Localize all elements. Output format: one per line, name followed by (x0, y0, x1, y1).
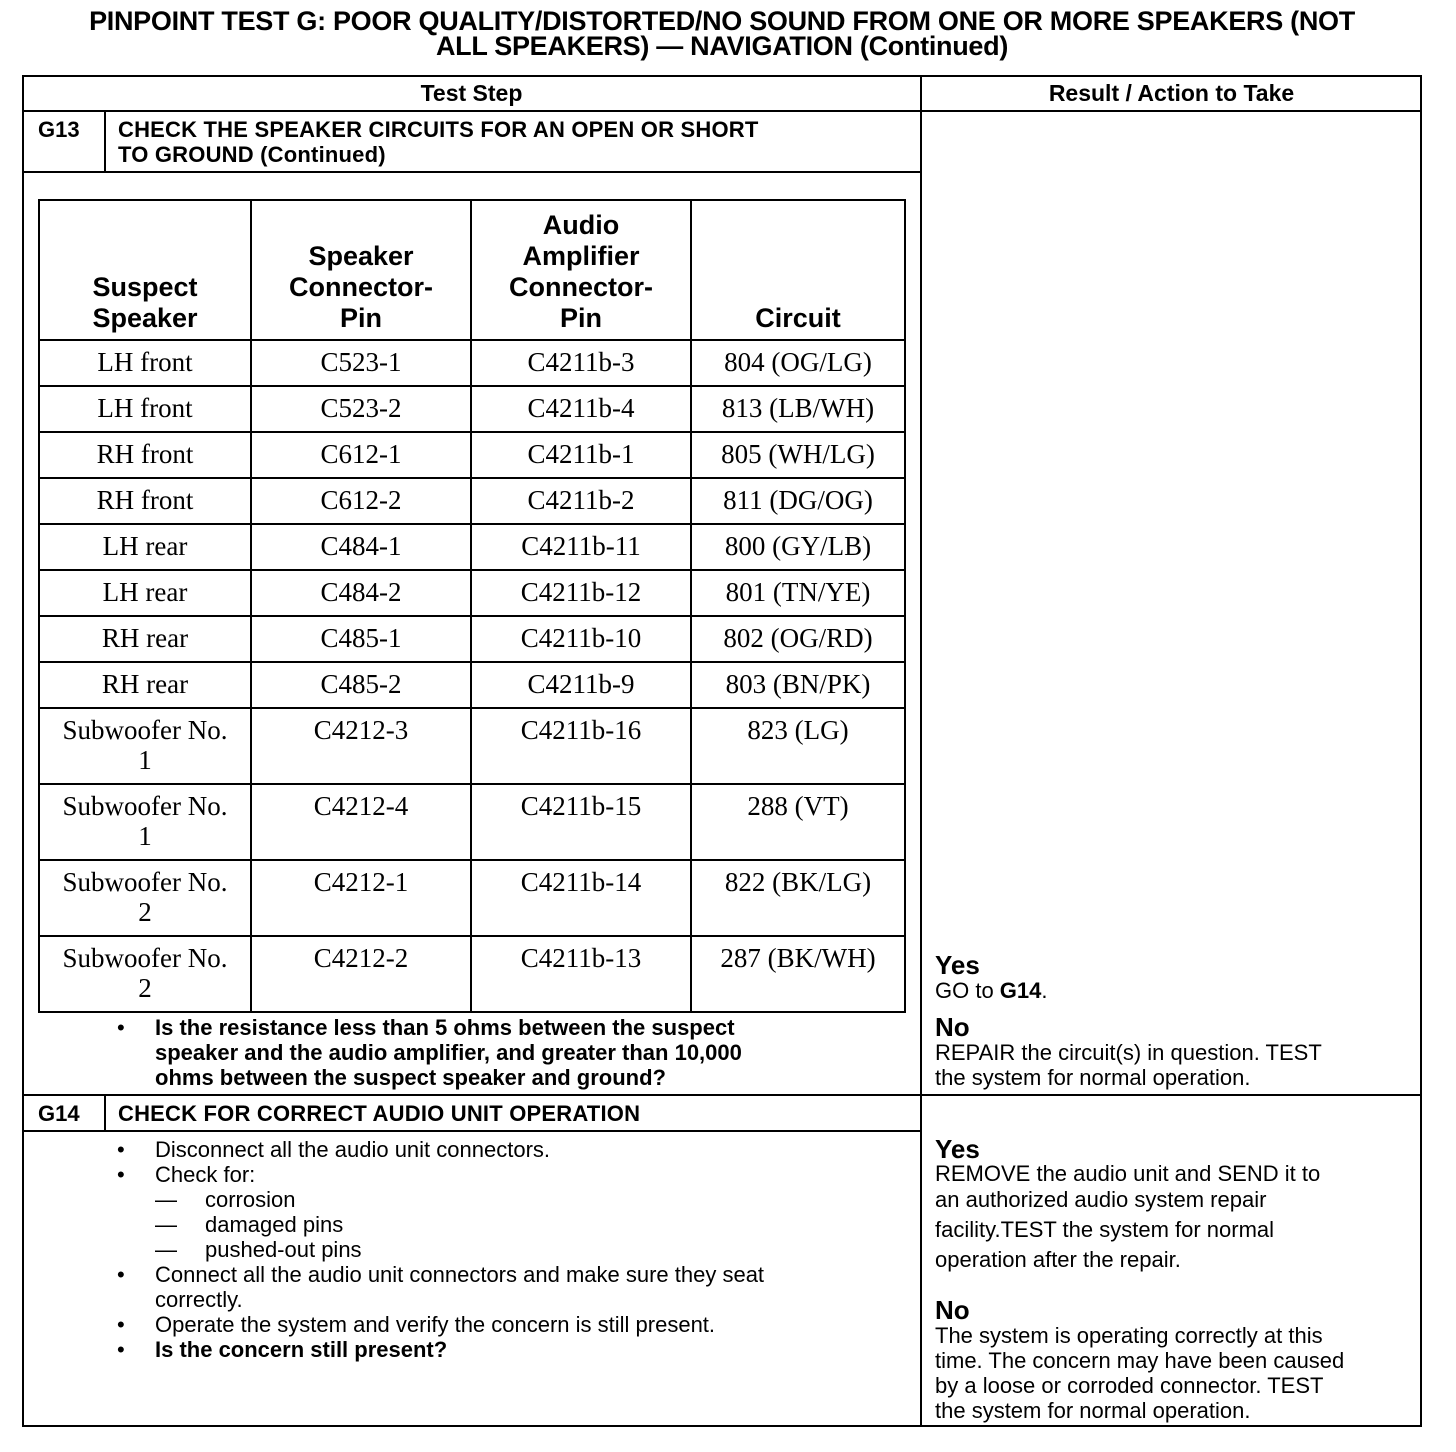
cell-amplifier-pin: C4211b-12 (471, 570, 691, 616)
table-row (39, 340, 905, 386)
cell-circuit: 823 (LG) (691, 708, 905, 784)
g14-title-rule (22, 1130, 921, 1132)
column-header-result: Result / Action to Take (1048, 80, 1295, 106)
header-speaker-connector-pin: Speaker Connector- Pin (251, 200, 471, 340)
bullet-icon: • (117, 1015, 125, 1040)
table-row (39, 432, 905, 478)
cell-speaker-pin: C484-2 (251, 570, 471, 616)
cell-amplifier-pin: C4211b-3 (471, 340, 691, 386)
g14-step-disconnect: Disconnect all the audio unit connectors. (155, 1137, 551, 1162)
cell-speaker-pin: C4212-4 (251, 784, 471, 860)
cell-circuit: 811 (DG/OG) (691, 478, 905, 524)
cell-speaker-pin: C4212-1 (251, 860, 471, 936)
cell-speaker-pin: C484-1 (251, 524, 471, 570)
cell-amplifier-pin: C4211b-16 (471, 708, 691, 784)
header-circuit: Circuit (691, 200, 905, 340)
cell-amplifier-pin: C4211b-9 (471, 662, 691, 708)
g13-question: Is the resistance less than 5 ohms between the suspect speaker and the audio amplifier, and greater than 10,000 ohms between the suspect speaker and ground? (155, 1015, 742, 1090)
g13-no-label: No (935, 1012, 970, 1042)
header-rule (22, 110, 1422, 112)
g14-step-connect: Connect all the audio unit connectors and make sure they seat correctly. (155, 1262, 765, 1312)
g13-yes-action: GO to G14. (935, 978, 1048, 1003)
table-row (39, 478, 905, 524)
cell-speaker: RH rear (39, 616, 251, 662)
header-suspect-speaker: Suspect Speaker (39, 200, 251, 340)
g13-title-rule (22, 171, 921, 173)
g14-step-operate: Operate the system and verify the concern is still present. (155, 1312, 716, 1337)
cell-speaker-pin: C523-1 (251, 340, 471, 386)
g14-check-damaged-pins: damaged pins (205, 1212, 344, 1237)
cell-amplifier-pin: C4211b-15 (471, 784, 691, 860)
g14-yes-label: Yes (935, 1134, 980, 1164)
g14-id-divider (104, 1095, 106, 1131)
cell-circuit: 800 (GY/LB) (691, 524, 905, 570)
cell-speaker-pin: C4212-3 (251, 708, 471, 784)
cell-speaker-pin: C612-1 (251, 432, 471, 478)
page-title-line-2: ALL SPEAKERS) — NAVIGATION (Continued) (435, 31, 1009, 61)
g13-yes-label: Yes (935, 950, 980, 980)
g14-check-pushed-out-pins: pushed-out pins (205, 1237, 362, 1262)
header-amplifier-connector-pin: Audio Amplifier Connector- Pin (471, 200, 691, 340)
cell-circuit: 801 (TN/YE) (691, 570, 905, 616)
cell-amplifier-pin: C4211b-10 (471, 616, 691, 662)
g14-no-label: No (935, 1295, 970, 1325)
cell-speaker: Subwoofer No. 1 (39, 708, 251, 784)
cell-amplifier-pin: C4211b-1 (471, 432, 691, 478)
g14-yes-action: REMOVE the audio unit and SEND it to an authorized audio system repair facility.TEST the system for normal operation after the repair. (935, 1161, 1321, 1272)
step-id-g14: G14 (38, 1101, 80, 1126)
g13-g14-divider (22, 1094, 1422, 1096)
step-title-g14: CHECK FOR CORRECT AUDIO UNIT OPERATION (118, 1101, 641, 1126)
dash-icon: — (155, 1212, 177, 1237)
step-title-g13-line-1: CHECK THE SPEAKER CIRCUITS FOR AN OPEN OR SHORT (118, 117, 759, 142)
cell-speaker: RH rear (39, 662, 251, 708)
table-header-row (39, 200, 905, 340)
cell-speaker-pin: C485-1 (251, 616, 471, 662)
bullet-icon: • (117, 1337, 125, 1362)
g14-reference: G14 (999, 978, 1042, 1003)
cell-circuit: 802 (OG/RD) (691, 616, 905, 662)
page-title-line-1: PINPOINT TEST G: POOR QUALITY/DISTORTED/NO SOUND FROM ONE OR MORE SPEAKERS (NOT (89, 6, 1355, 36)
cell-circuit: 803 (BN/PK) (691, 662, 905, 708)
cell-circuit: 288 (VT) (691, 784, 905, 860)
column-header-test-step: Test Step (420, 80, 523, 106)
cell-amplifier-pin: C4211b-11 (471, 524, 691, 570)
cell-amplifier-pin: C4211b-14 (471, 860, 691, 936)
cell-speaker: LH rear (39, 524, 251, 570)
cell-speaker: RH front (39, 432, 251, 478)
step-title-g13-line-2: TO GROUND (Continued) (118, 142, 386, 167)
cell-circuit: 287 (BK/WH) (691, 936, 905, 1012)
g13-id-divider (104, 111, 106, 172)
bullet-icon: • (117, 1312, 125, 1337)
cell-speaker: Subwoofer No. 2 (39, 860, 251, 936)
g13-no-action: REPAIR the circuit(s) in question. TEST the system for normal operation. (935, 1040, 1322, 1090)
g14-no-action: The system is operating correctly at this time. The concern may have been caused by a loose or corroded connector. TEST the system for normal operation. (935, 1323, 1345, 1423)
cell-amplifier-pin: C4211b-2 (471, 478, 691, 524)
dash-icon: — (155, 1187, 177, 1212)
g14-question: Is the concern still present? (155, 1337, 448, 1362)
cell-circuit: 822 (BK/LG) (691, 860, 905, 936)
table-row (39, 524, 905, 570)
column-divider (920, 75, 922, 1427)
cell-speaker: LH rear (39, 570, 251, 616)
cell-amplifier-pin: C4211b-4 (471, 386, 691, 432)
page-title (22, 6, 1422, 61)
step-title-g13 (118, 117, 759, 167)
table-row (39, 662, 905, 708)
cell-circuit: 813 (LB/WH) (691, 386, 905, 432)
table-row (39, 708, 905, 784)
step-id-g13: G13 (38, 117, 80, 142)
table-row (39, 386, 905, 432)
cell-speaker: LH front (39, 340, 251, 386)
cell-circuit: 805 (WH/LG) (691, 432, 905, 478)
cell-speaker-pin: C4212-2 (251, 936, 471, 1012)
table-row (39, 616, 905, 662)
cell-speaker: RH front (39, 478, 251, 524)
bullet-icon: • (117, 1137, 125, 1162)
cell-speaker-pin: C612-2 (251, 478, 471, 524)
cell-amplifier-pin: C4211b-13 (471, 936, 691, 1012)
table-row (39, 784, 905, 860)
dash-icon: — (155, 1237, 177, 1262)
g14-step-check-for: Check for: (155, 1162, 256, 1187)
cell-speaker-pin: C485-2 (251, 662, 471, 708)
bullet-icon: • (117, 1262, 125, 1287)
g14-check-corrosion: corrosion (205, 1187, 296, 1212)
cell-speaker: Subwoofer No. 2 (39, 936, 251, 1012)
cell-speaker-pin: C523-2 (251, 386, 471, 432)
bullet-icon: • (117, 1162, 125, 1187)
cell-speaker: Subwoofer No. 1 (39, 784, 251, 860)
speaker-circuit-table (38, 199, 906, 1013)
cell-circuit: 804 (OG/LG) (691, 340, 905, 386)
table-row (39, 860, 905, 936)
table-row (39, 936, 905, 1012)
table-row (39, 570, 905, 616)
cell-speaker: LH front (39, 386, 251, 432)
